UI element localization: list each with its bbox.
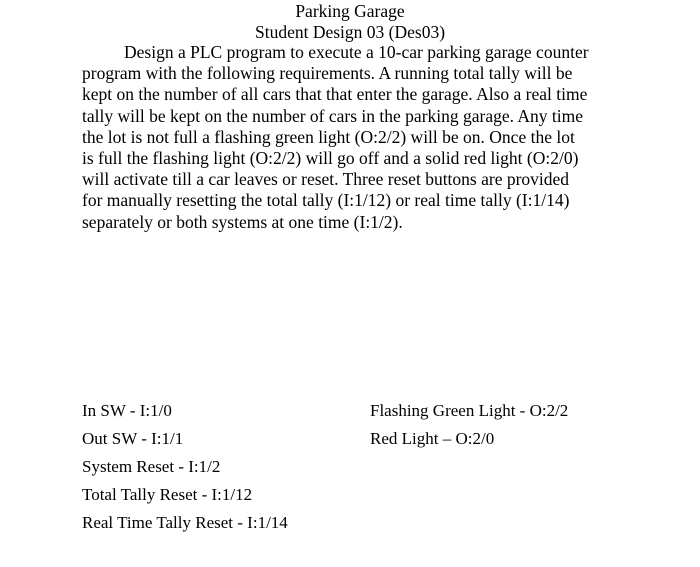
output-address-item: Red Light – O:2/0 xyxy=(370,429,495,448)
input-address-list xyxy=(82,397,288,537)
input-address-item: In SW - I:1/0 xyxy=(82,401,172,420)
input-address-item: Out SW - I:1/1 xyxy=(82,429,184,448)
body-line: the lot is not full a flashing green light (O:2/2) will be on. Once the lot xyxy=(82,126,575,147)
document-title: Parking Garage xyxy=(295,1,405,21)
body-line: kept on the number of all cars that that enter the garage. Also a real time xyxy=(82,84,588,105)
body-line: separately or both systems at one time (I:1/2). xyxy=(82,211,403,232)
problem-statement xyxy=(82,42,622,233)
body-line: tally will be kept on the number of cars in the parking garage. Any time xyxy=(82,105,584,126)
body-line: is full the flashing light (O:2/2) will go off and a solid red light (O:2/0) xyxy=(82,148,579,169)
body-line: program with the following requirements. A running total tally will be xyxy=(82,63,573,84)
body-line: for manually resetting the total tally (I:1/12) or real time tally (I:1/14) xyxy=(82,190,570,211)
body-line: will activate till a car leaves or reset. Three reset buttons are provided xyxy=(82,169,570,190)
output-address-list xyxy=(370,397,568,453)
body-line: Design a PLC program to execute a 10-car parking garage counter xyxy=(124,42,589,62)
input-address-item: System Reset - I:1/2 xyxy=(82,457,221,476)
input-address-item: Total Tally Reset - I:1/12 xyxy=(82,485,253,504)
output-address-item: Flashing Green Light - O:2/2 xyxy=(370,401,569,420)
input-address-item: Real Time Tally Reset - I:1/14 xyxy=(82,513,288,532)
document-subtitle: Student Design 03 (Des03) xyxy=(254,22,446,42)
